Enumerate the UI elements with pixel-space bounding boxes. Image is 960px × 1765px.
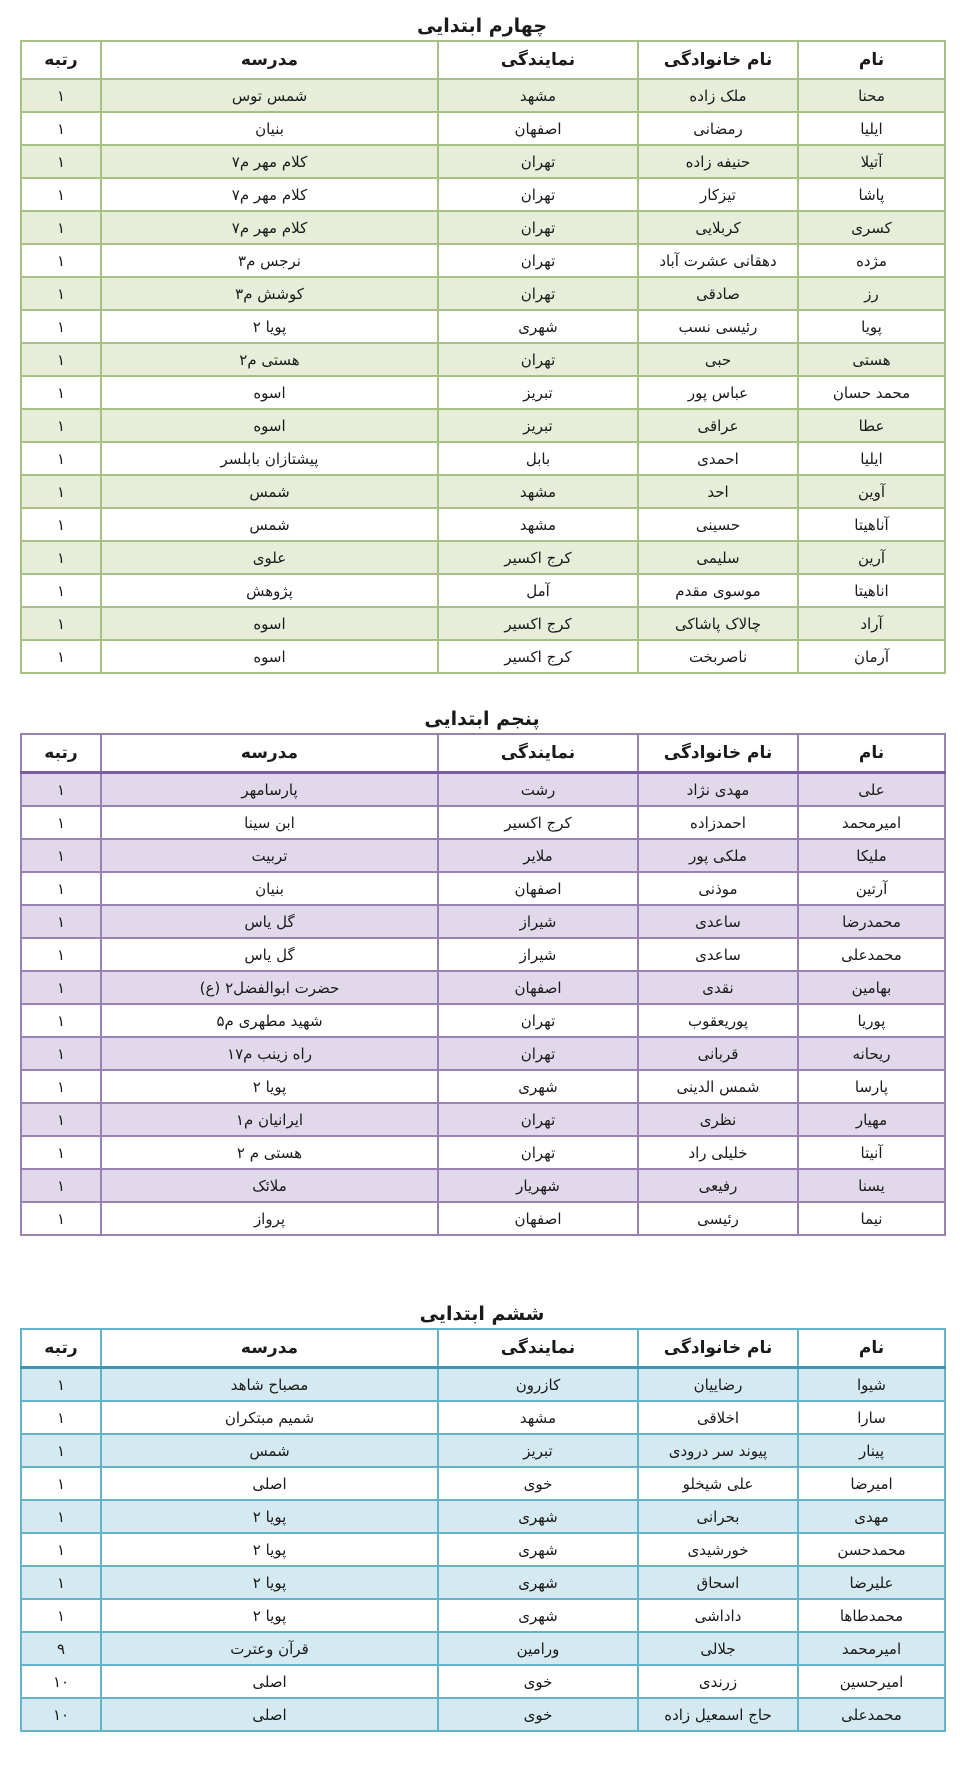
- cell-rank: ۱: [21, 938, 101, 971]
- table-row: [21, 145, 945, 178]
- cell-name: بهامین: [798, 971, 945, 1004]
- header-school: مدرسه: [101, 734, 438, 773]
- cell-family: قربانی: [638, 1037, 798, 1070]
- cell-name: کسری: [798, 211, 945, 244]
- cell-family: موسوی مقدم: [638, 574, 798, 607]
- cell-family: مهدی نژاد: [638, 773, 798, 807]
- cell-city: مشهد: [438, 79, 638, 112]
- cell-rank: ۱: [21, 1037, 101, 1070]
- cell-rank: ۱: [21, 1566, 101, 1599]
- table-row: [21, 1401, 945, 1434]
- cell-school: ملائک: [101, 1169, 438, 1202]
- table-row: [21, 442, 945, 475]
- cell-school: اصلی: [101, 1467, 438, 1500]
- grade-4-section: [20, 12, 944, 674]
- table-row: [21, 244, 945, 277]
- table-row: [21, 640, 945, 673]
- table-row: [21, 872, 945, 905]
- cell-family: شمس الدینی: [638, 1070, 798, 1103]
- table-row: [21, 343, 945, 376]
- cell-rank: ۱: [21, 1136, 101, 1169]
- cell-name: آناهیتا: [798, 508, 945, 541]
- cell-city: رشت: [438, 773, 638, 807]
- cell-family: سلیمی: [638, 541, 798, 574]
- header-name: نام: [798, 734, 945, 773]
- cell-rank: ۱۰: [21, 1665, 101, 1698]
- cell-family: تیزکار: [638, 178, 798, 211]
- cell-name: آتیلا: [798, 145, 945, 178]
- cell-name: علی: [798, 773, 945, 807]
- cell-school: کلام مهر م۷: [101, 145, 438, 178]
- cell-name: نیما: [798, 1202, 945, 1235]
- cell-city: مشهد: [438, 508, 638, 541]
- cell-school: اسوه: [101, 376, 438, 409]
- cell-school: اسوه: [101, 409, 438, 442]
- cell-city: تهران: [438, 1037, 638, 1070]
- cell-name: آراد: [798, 607, 945, 640]
- cell-school: شمس: [101, 475, 438, 508]
- cell-rank: ۱: [21, 79, 101, 112]
- cell-rank: ۱: [21, 905, 101, 938]
- cell-rank: ۱: [21, 839, 101, 872]
- cell-rank: ۱: [21, 1202, 101, 1235]
- cell-city: اصفهان: [438, 872, 638, 905]
- header-family: نام خانوادگی: [638, 1329, 798, 1368]
- cell-school: پرواز: [101, 1202, 438, 1235]
- table-row: [21, 1698, 945, 1731]
- cell-rank: ۹: [21, 1632, 101, 1665]
- cell-school: شمس: [101, 1434, 438, 1467]
- cell-city: تهران: [438, 343, 638, 376]
- grade-5-section: [20, 705, 944, 1236]
- cell-city: شیراز: [438, 938, 638, 971]
- cell-family: کربلایی: [638, 211, 798, 244]
- cell-school: کوشش م۳: [101, 277, 438, 310]
- header-row: [21, 734, 945, 773]
- cell-name: امیرضا: [798, 1467, 945, 1500]
- cell-family: حاج اسمعیل زاده: [638, 1698, 798, 1731]
- table-row: [21, 806, 945, 839]
- cell-school: راه زینب م۱۷: [101, 1037, 438, 1070]
- cell-name: پارسا: [798, 1070, 945, 1103]
- cell-city: تهران: [438, 1136, 638, 1169]
- cell-city: اصفهان: [438, 1202, 638, 1235]
- header-rank: رتبه: [21, 734, 101, 773]
- cell-school: ابن سینا: [101, 806, 438, 839]
- cell-school: شمس توس: [101, 79, 438, 112]
- header-family: نام خانوادگی: [638, 734, 798, 773]
- cell-family: زرندی: [638, 1665, 798, 1698]
- cell-city: ورامین: [438, 1632, 638, 1665]
- cell-school: پیشتازان بابلسر: [101, 442, 438, 475]
- cell-family: رئیسی: [638, 1202, 798, 1235]
- cell-city: خوی: [438, 1467, 638, 1500]
- table-row: [21, 607, 945, 640]
- cell-city: خوی: [438, 1698, 638, 1731]
- table-row: [21, 1599, 945, 1632]
- cell-school: کلام مهر م۷: [101, 211, 438, 244]
- cell-city: شهریار: [438, 1169, 638, 1202]
- table-row: [21, 971, 945, 1004]
- results-table: [20, 1328, 946, 1732]
- cell-name: آرین: [798, 541, 945, 574]
- cell-rank: ۱: [21, 475, 101, 508]
- cell-city: شهری: [438, 1566, 638, 1599]
- cell-rank: ۱: [21, 971, 101, 1004]
- cell-city: شهری: [438, 1533, 638, 1566]
- cell-name: محمدعلی: [798, 1698, 945, 1731]
- cell-rank: ۱: [21, 442, 101, 475]
- table-row: [21, 1467, 945, 1500]
- cell-rank: ۱: [21, 343, 101, 376]
- cell-school: پژوهش: [101, 574, 438, 607]
- header-city: نمایندگی: [438, 41, 638, 79]
- table-row: [21, 773, 945, 807]
- cell-city: شهری: [438, 1599, 638, 1632]
- cell-rank: ۱: [21, 508, 101, 541]
- cell-school: قرآن وعترت: [101, 1632, 438, 1665]
- cell-name: محمد حسان: [798, 376, 945, 409]
- cell-rank: ۱: [21, 1599, 101, 1632]
- cell-family: داداشی: [638, 1599, 798, 1632]
- header-name: نام: [798, 1329, 945, 1368]
- cell-family: رئیسی نسب: [638, 310, 798, 343]
- cell-city: تهران: [438, 211, 638, 244]
- cell-name: آرمان: [798, 640, 945, 673]
- cell-rank: ۱: [21, 806, 101, 839]
- table-row: [21, 1500, 945, 1533]
- cell-school: کلام مهر م۷: [101, 178, 438, 211]
- cell-name: محمدعلی: [798, 938, 945, 971]
- cell-family: خورشیدی: [638, 1533, 798, 1566]
- cell-city: مشهد: [438, 1401, 638, 1434]
- cell-family: نقدی: [638, 971, 798, 1004]
- cell-school: پارسامهر: [101, 773, 438, 807]
- cell-school: ایرانیان م۱: [101, 1103, 438, 1136]
- cell-name: امیرمحمد: [798, 1632, 945, 1665]
- cell-rank: ۱: [21, 1368, 101, 1402]
- table-row: [21, 1434, 945, 1467]
- cell-name: مژده: [798, 244, 945, 277]
- header-school: مدرسه: [101, 41, 438, 79]
- cell-name: پوریا: [798, 1004, 945, 1037]
- cell-city: شیراز: [438, 905, 638, 938]
- cell-city: تهران: [438, 178, 638, 211]
- table-row: [21, 1566, 945, 1599]
- cell-family: ملکی پور: [638, 839, 798, 872]
- cell-name: عطا: [798, 409, 945, 442]
- cell-rank: ۱: [21, 574, 101, 607]
- cell-school: پویا ۲: [101, 1500, 438, 1533]
- cell-name: امیرحسین: [798, 1665, 945, 1698]
- cell-family: احد: [638, 475, 798, 508]
- cell-city: بابل: [438, 442, 638, 475]
- cell-rank: ۱: [21, 310, 101, 343]
- cell-school: اسوه: [101, 640, 438, 673]
- cell-school: پویا ۲: [101, 1533, 438, 1566]
- cell-school: پویا ۲: [101, 1070, 438, 1103]
- cell-rank: ۱: [21, 1467, 101, 1500]
- cell-city: تهران: [438, 1103, 638, 1136]
- table-row: [21, 475, 945, 508]
- cell-rank: ۱: [21, 1004, 101, 1037]
- cell-school: شمیم مبتکران: [101, 1401, 438, 1434]
- cell-name: مهیار: [798, 1103, 945, 1136]
- cell-rank: ۱: [21, 872, 101, 905]
- cell-name: محمدرضا: [798, 905, 945, 938]
- cell-name: ایلیا: [798, 442, 945, 475]
- cell-name: یسنا: [798, 1169, 945, 1202]
- cell-city: شهری: [438, 1070, 638, 1103]
- cell-family: علی شیخلو: [638, 1467, 798, 1500]
- cell-school: مصباح شاهد: [101, 1368, 438, 1402]
- table-row: [21, 1070, 945, 1103]
- cell-city: تهران: [438, 145, 638, 178]
- cell-school: گل یاس: [101, 938, 438, 971]
- cell-rank: ۱: [21, 541, 101, 574]
- cell-name: محنا: [798, 79, 945, 112]
- cell-rank: ۱: [21, 1169, 101, 1202]
- cell-school: علوی: [101, 541, 438, 574]
- header-row: [21, 1329, 945, 1368]
- cell-school: پویا ۲: [101, 310, 438, 343]
- header-rank: رتبه: [21, 41, 101, 79]
- cell-city: ملایر: [438, 839, 638, 872]
- cell-family: خلیلی راد: [638, 1136, 798, 1169]
- cell-family: احمدی: [638, 442, 798, 475]
- table-row: [21, 79, 945, 112]
- cell-school: هستی م ۲: [101, 1136, 438, 1169]
- cell-school: اصلی: [101, 1698, 438, 1731]
- cell-rank: ۱: [21, 640, 101, 673]
- cell-name: ملیکا: [798, 839, 945, 872]
- table-row: [21, 541, 945, 574]
- cell-name: پویا: [798, 310, 945, 343]
- cell-name: هستی: [798, 343, 945, 376]
- cell-school: اسوه: [101, 607, 438, 640]
- cell-family: صادقی: [638, 277, 798, 310]
- cell-rank: ۱: [21, 1533, 101, 1566]
- cell-name: اناهیتا: [798, 574, 945, 607]
- cell-family: رفیعی: [638, 1169, 798, 1202]
- cell-family: چالاک پاشاکی: [638, 607, 798, 640]
- cell-city: تبریز: [438, 1434, 638, 1467]
- cell-name: مهدی: [798, 1500, 945, 1533]
- cell-city: کازرون: [438, 1368, 638, 1402]
- cell-family: عباس پور: [638, 376, 798, 409]
- cell-name: محمدحسن: [798, 1533, 945, 1566]
- cell-city: شهری: [438, 1500, 638, 1533]
- cell-city: شهری: [438, 310, 638, 343]
- section-title: چهارم ابتدایی: [416, 15, 548, 37]
- cell-family: عراقی: [638, 409, 798, 442]
- cell-city: تهران: [438, 1004, 638, 1037]
- cell-school: بنیان: [101, 872, 438, 905]
- cell-school: نرجس م۳: [101, 244, 438, 277]
- cell-city: تهران: [438, 244, 638, 277]
- cell-school: بنیان: [101, 112, 438, 145]
- cell-school: گل یاس: [101, 905, 438, 938]
- header-rank: رتبه: [21, 1329, 101, 1368]
- cell-city: مشهد: [438, 475, 638, 508]
- cell-school: حضرت ابوالفضل۲ (ع): [101, 971, 438, 1004]
- header-city: نمایندگی: [438, 1329, 638, 1368]
- cell-family: جلالی: [638, 1632, 798, 1665]
- section-title: پنجم ابتدایی: [424, 708, 540, 730]
- cell-rank: ۱: [21, 773, 101, 807]
- cell-school: پویا ۲: [101, 1566, 438, 1599]
- cell-city: تبریز: [438, 409, 638, 442]
- cell-family: موذنی: [638, 872, 798, 905]
- table-row: [21, 574, 945, 607]
- cell-city: کرج اکسیر: [438, 541, 638, 574]
- cell-rank: ۱: [21, 1434, 101, 1467]
- cell-family: ناصربخت: [638, 640, 798, 673]
- table-row: [21, 211, 945, 244]
- cell-school: شمس: [101, 508, 438, 541]
- cell-city: کرج اکسیر: [438, 640, 638, 673]
- table-row: [21, 1368, 945, 1402]
- table-row: [21, 839, 945, 872]
- cell-rank: ۱: [21, 1500, 101, 1533]
- cell-rank: ۱: [21, 145, 101, 178]
- cell-city: تبریز: [438, 376, 638, 409]
- cell-name: ایلیا: [798, 112, 945, 145]
- table-row: [21, 905, 945, 938]
- cell-city: آمل: [438, 574, 638, 607]
- cell-rank: ۱: [21, 607, 101, 640]
- cell-school: اصلی: [101, 1665, 438, 1698]
- cell-name: ریحانه: [798, 1037, 945, 1070]
- cell-rank: ۱: [21, 211, 101, 244]
- cell-family: ساعدی: [638, 905, 798, 938]
- cell-name: آرتین: [798, 872, 945, 905]
- cell-rank: ۱: [21, 1401, 101, 1434]
- cell-family: دهقانی عشرت آباد: [638, 244, 798, 277]
- cell-school: هستی م۲: [101, 343, 438, 376]
- cell-family: پیوند سر درودی: [638, 1434, 798, 1467]
- cell-rank: ۱۰: [21, 1698, 101, 1731]
- table-row: [21, 1169, 945, 1202]
- table-row: [21, 310, 945, 343]
- cell-school: شهید مطهری م۵: [101, 1004, 438, 1037]
- table-row: [21, 1004, 945, 1037]
- cell-city: اصفهان: [438, 971, 638, 1004]
- cell-family: ساعدی: [638, 938, 798, 971]
- table-row: [21, 112, 945, 145]
- table-row: [21, 1103, 945, 1136]
- cell-name: شیوا: [798, 1368, 945, 1402]
- cell-rank: ۱: [21, 1070, 101, 1103]
- section-title: ششم ابتدایی: [419, 1303, 545, 1325]
- cell-family: رمضانی: [638, 112, 798, 145]
- cell-city: کرج اکسیر: [438, 806, 638, 839]
- cell-city: کرج اکسیر: [438, 607, 638, 640]
- cell-school: پویا ۲: [101, 1599, 438, 1632]
- header-name: نام: [798, 41, 945, 79]
- header-family: نام خانوادگی: [638, 41, 798, 79]
- cell-name: آنیتا: [798, 1136, 945, 1169]
- cell-family: احمدزاده: [638, 806, 798, 839]
- table-row: [21, 277, 945, 310]
- cell-city: خوی: [438, 1665, 638, 1698]
- header-row: [21, 41, 945, 79]
- cell-rank: ۱: [21, 244, 101, 277]
- cell-rank: ۱: [21, 376, 101, 409]
- header-school: مدرسه: [101, 1329, 438, 1368]
- table-row: [21, 1632, 945, 1665]
- cell-name: علیرضا: [798, 1566, 945, 1599]
- table-row: [21, 1533, 945, 1566]
- cell-family: پوریعقوب: [638, 1004, 798, 1037]
- cell-city: تهران: [438, 277, 638, 310]
- cell-name: پاشا: [798, 178, 945, 211]
- grade-6-section: [20, 1300, 944, 1732]
- cell-rank: ۱: [21, 112, 101, 145]
- cell-name: پینار: [798, 1434, 945, 1467]
- cell-family: نظری: [638, 1103, 798, 1136]
- table-row: [21, 1202, 945, 1235]
- cell-family: اسحاق: [638, 1566, 798, 1599]
- cell-family: ملک زاده: [638, 79, 798, 112]
- table-row: [21, 1665, 945, 1698]
- table-row: [21, 508, 945, 541]
- cell-school: تربیت: [101, 839, 438, 872]
- cell-family: بحرانی: [638, 1500, 798, 1533]
- table-row: [21, 409, 945, 442]
- cell-rank: ۱: [21, 1103, 101, 1136]
- table-row: [21, 938, 945, 971]
- table-row: [21, 376, 945, 409]
- cell-family: اخلاقی: [638, 1401, 798, 1434]
- cell-name: آوین: [798, 475, 945, 508]
- cell-family: حبی: [638, 343, 798, 376]
- table-row: [21, 178, 945, 211]
- cell-family: رضاییان: [638, 1368, 798, 1402]
- results-table: [20, 733, 946, 1236]
- table-row: [21, 1037, 945, 1070]
- cell-rank: ۱: [21, 178, 101, 211]
- header-city: نمایندگی: [438, 734, 638, 773]
- cell-city: اصفهان: [438, 112, 638, 145]
- cell-name: امیرمحمد: [798, 806, 945, 839]
- table-row: [21, 1136, 945, 1169]
- results-table: [20, 40, 946, 674]
- cell-name: رز: [798, 277, 945, 310]
- cell-name: سارا: [798, 1401, 945, 1434]
- cell-family: حسینی: [638, 508, 798, 541]
- cell-rank: ۱: [21, 409, 101, 442]
- cell-name: محمدطاها: [798, 1599, 945, 1632]
- cell-family: حنیفه زاده: [638, 145, 798, 178]
- cell-rank: ۱: [21, 277, 101, 310]
